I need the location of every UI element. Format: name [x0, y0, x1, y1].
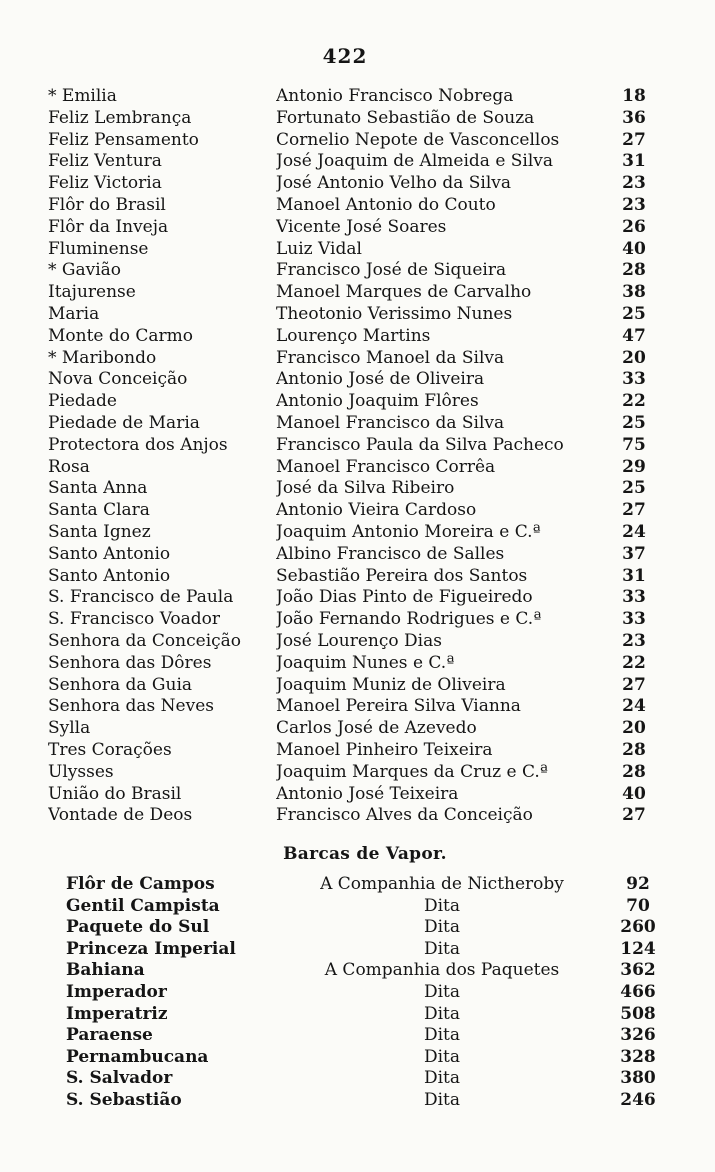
vessel-name: Flôr do Brasil [48, 194, 166, 215]
vessel-row [0, 653, 715, 675]
crew-number: 20 [622, 718, 646, 739]
vessel-name: Feliz Victoria [48, 173, 162, 194]
crew-number: 260 [620, 917, 656, 938]
vessel-row [0, 413, 715, 435]
vessel-row [0, 151, 715, 173]
vessel-row [0, 435, 715, 457]
vessel-name: Santo Antonio [48, 565, 171, 586]
vessel-name: Ulysses [48, 761, 114, 782]
owner-name: Antonio Vieira Cardoso [276, 500, 477, 521]
owner-name: José da Silva Ribeiro [276, 478, 455, 499]
owner-name: Antonio José de Oliveira [276, 369, 485, 390]
owner-name: Luiz Vidal [276, 238, 362, 259]
steamer-list [0, 874, 715, 1112]
vessel-name: Santa Anna [48, 478, 148, 499]
crew-number: 24 [622, 696, 646, 717]
vessel-row [0, 173, 715, 195]
vessel-row [0, 195, 715, 217]
crew-number: 28 [622, 761, 646, 782]
crew-number: 246 [620, 1089, 656, 1110]
owner-name: Cornelio Nepote de Vasconcellos [276, 129, 560, 150]
crew-number: 26 [622, 216, 646, 237]
vessel-row [0, 478, 715, 500]
owner-name: Joaquim Muniz de Oliveira [276, 674, 506, 695]
vessel-row [0, 86, 715, 108]
crew-number: 75 [622, 434, 646, 455]
crew-number: 38 [622, 282, 646, 303]
owner-name: Antonio Francisco Nobrega [276, 86, 514, 106]
owner-name: Antonio Joaquim Flôres [276, 391, 479, 412]
vessel-name: Nova Conceição [48, 369, 188, 390]
vessel-row [0, 784, 715, 806]
vessel-row [0, 522, 715, 544]
vessel-name: Senhora das Dôres [48, 652, 212, 673]
vessel-name: Feliz Ventura [48, 151, 162, 172]
vessel-name: * Emilia [48, 86, 117, 106]
vessel-name: Gentil Campista [66, 895, 220, 916]
vessel-name: Imperador [66, 981, 167, 1002]
owner-name: Manoel Francisco da Silva [276, 412, 505, 433]
owner-name: Dita [423, 938, 461, 959]
owner-name: João Dias Pinto de Figueiredo [276, 587, 533, 608]
crew-number: 25 [622, 412, 646, 433]
owner-name: A Companhia de Nictheroby [320, 874, 564, 894]
steamer-row [0, 1047, 715, 1069]
owner-name: Dita [423, 895, 461, 916]
crew-number: 27 [622, 674, 646, 695]
crew-number: 36 [622, 107, 646, 128]
crew-number: 24 [622, 521, 646, 542]
crew-number: 22 [622, 652, 646, 673]
vessel-row [0, 609, 715, 631]
vessel-row [0, 348, 715, 370]
owner-name: Vicente José Soares [276, 216, 447, 237]
vessel-name: Protectora dos Anjos [48, 434, 228, 455]
crew-number: 70 [626, 895, 650, 916]
owner-name: Sebastião Pereira dos Santos [276, 565, 528, 586]
owner-name: Fortunato Sebastião de Souza [276, 107, 535, 128]
vessel-row [0, 805, 715, 827]
vessel-name: S. Salvador [66, 1068, 173, 1089]
crew-number: 20 [622, 347, 646, 368]
owner-name: Dita [423, 1025, 461, 1046]
owner-name: Francisco José de Siqueira [276, 260, 507, 281]
owner-name: Joaquim Nunes e C.ª [276, 652, 455, 673]
vessel-row [0, 675, 715, 697]
vessel-row [0, 326, 715, 348]
owner-name: Albino Francisco de Salles [276, 543, 505, 564]
vessel-row [0, 282, 715, 304]
vessel-name: S. Francisco de Paula [48, 587, 234, 608]
owner-name: Manoel Francisco Corrêa [276, 456, 496, 477]
crew-number: 25 [622, 478, 646, 499]
vessel-row [0, 544, 715, 566]
owner-name: Dita [423, 981, 461, 1002]
owner-name: Manoel Marques de Carvalho [276, 282, 532, 303]
vessel-name: Piedade [48, 391, 117, 412]
vessel-name: Pernambucana [66, 1046, 209, 1067]
vessel-name: Senhora das Neves [48, 696, 214, 717]
vessel-row [0, 587, 715, 609]
owner-name: Dita [423, 1089, 461, 1110]
steamer-row [0, 1068, 715, 1090]
steamer-row [0, 1025, 715, 1047]
vessel-row [0, 369, 715, 391]
owner-name: Joaquim Antonio Moreira e C.ª [276, 521, 541, 542]
vessel-name: Rosa [48, 456, 90, 477]
owner-name: Theotonio Verissimo Nunes [276, 303, 513, 324]
owner-name: Dita [423, 1046, 461, 1067]
vessel-name: Paraense [66, 1025, 153, 1046]
steamer-row [0, 917, 715, 939]
vessel-name: Feliz Pensamento [48, 129, 199, 150]
crew-number: 29 [622, 456, 646, 477]
vessel-row [0, 500, 715, 522]
vessel-row [0, 239, 715, 261]
vessel-name: Flôr da Inveja [48, 216, 169, 237]
owner-name: José Joaquim de Almeida e Silva [276, 151, 554, 172]
vessel-name: Itajurense [48, 282, 136, 303]
steamer-row [0, 1004, 715, 1026]
vessel-name: Piedade de Maria [48, 412, 200, 433]
vessel-row [0, 260, 715, 282]
owner-name: Manoel Antonio do Couto [276, 194, 496, 215]
vessel-name: Bahiana [66, 960, 145, 981]
section-title: Barcas de Vapor. [283, 844, 447, 864]
vessel-row [0, 740, 715, 762]
crew-number: 18 [622, 86, 646, 106]
owner-name: A Companhia dos Paquetes [324, 960, 560, 981]
crew-number: 380 [620, 1068, 656, 1089]
vessel-name: Fluminense [48, 238, 149, 259]
crew-number: 328 [620, 1046, 656, 1067]
owner-name: Francisco Manoel da Silva [276, 347, 505, 368]
page-number: 422 [322, 44, 368, 68]
crew-number: 27 [622, 129, 646, 150]
crew-number: 28 [622, 739, 646, 760]
vessel-row [0, 566, 715, 588]
owner-name: Joaquim Marques da Cruz e C.ª [276, 761, 548, 782]
owner-name: José Lourenço Dias [276, 630, 442, 651]
vessel-name: Paquete do Sul [66, 917, 210, 938]
steamer-row [0, 982, 715, 1004]
crew-number: 23 [622, 173, 646, 194]
vessel-name: Santa Ignez [48, 521, 151, 542]
crew-number: 23 [622, 630, 646, 651]
owner-name: Francisco Paula da Silva Pacheco [276, 434, 564, 455]
vessel-name: Maria [48, 303, 100, 324]
crew-number: 92 [626, 874, 650, 894]
owner-name: João Fernando Rodrigues e C.ª [276, 609, 542, 630]
crew-number: 40 [622, 238, 646, 259]
vessel-list [0, 86, 715, 827]
vessel-name: Monte do Carmo [48, 325, 194, 346]
crew-number: 33 [622, 609, 646, 630]
crew-number: 23 [622, 194, 646, 215]
vessel-name: Feliz Lembrança [48, 107, 192, 128]
vessel-row [0, 391, 715, 413]
owner-name: Manoel Pereira Silva Vianna [276, 696, 521, 717]
vessel-row [0, 457, 715, 479]
vessel-name: Tres Corações [48, 739, 172, 760]
vessel-row [0, 304, 715, 326]
crew-number: 33 [622, 587, 646, 608]
vessel-row [0, 762, 715, 784]
vessel-name: S. Sebastião [66, 1089, 182, 1110]
crew-number: 31 [622, 151, 646, 172]
vessel-name: Vontade de Deos [48, 805, 193, 826]
owner-name: Manoel Pinheiro Teixeira [276, 739, 493, 760]
vessel-name: Santo Antonio [48, 543, 171, 564]
crew-number: 124 [620, 938, 656, 959]
crew-number: 27 [622, 805, 646, 826]
vessel-name: * Maribondo [48, 347, 157, 368]
owner-name: Antonio José Teixeira [276, 783, 459, 804]
vessel-name: Princeza Imperial [66, 938, 236, 959]
vessel-name: S. Francisco Voador [48, 609, 221, 630]
vessel-name: Senhora da Conceição [48, 630, 242, 651]
vessel-row [0, 108, 715, 130]
owner-name: Dita [423, 1003, 461, 1024]
crew-number: 28 [622, 260, 646, 281]
owner-name: José Antonio Velho da Silva [276, 173, 512, 194]
crew-number: 40 [622, 783, 646, 804]
vessel-name: Flôr de Campos [66, 874, 215, 894]
steamer-row [0, 960, 715, 982]
steamer-row [0, 896, 715, 918]
crew-number: 22 [622, 391, 646, 412]
owner-name: Lourenço Martins [276, 325, 431, 346]
vessel-name: * Gavião [48, 260, 122, 281]
owner-name: Francisco Alves da Conceição [276, 805, 533, 826]
vessel-name: União do Brasil [48, 783, 182, 804]
vessel-name: Senhora da Guia [48, 674, 193, 695]
vessel-row [0, 631, 715, 653]
vessel-row [0, 696, 715, 718]
vessel-name: Santa Clara [48, 500, 150, 521]
crew-number: 37 [622, 543, 646, 564]
vessel-name: Imperatriz [66, 1003, 168, 1024]
owner-name: Dita [423, 917, 461, 938]
crew-number: 25 [622, 303, 646, 324]
vessel-row [0, 130, 715, 152]
crew-number: 27 [622, 500, 646, 521]
owner-name: Dita [423, 1068, 461, 1089]
owner-name: Carlos José de Azevedo [276, 718, 477, 739]
vessel-row [0, 718, 715, 740]
crew-number: 326 [620, 1025, 656, 1046]
vessel-name: Sylla [48, 718, 91, 739]
vessel-row [0, 217, 715, 239]
crew-number: 362 [620, 960, 656, 981]
steamer-row [0, 939, 715, 961]
crew-number: 466 [620, 981, 656, 1002]
crew-number: 47 [622, 325, 646, 346]
crew-number: 31 [622, 565, 646, 586]
steamer-row [0, 874, 715, 896]
steamer-row [0, 1090, 715, 1112]
crew-number: 33 [622, 369, 646, 390]
crew-number: 508 [620, 1003, 656, 1024]
